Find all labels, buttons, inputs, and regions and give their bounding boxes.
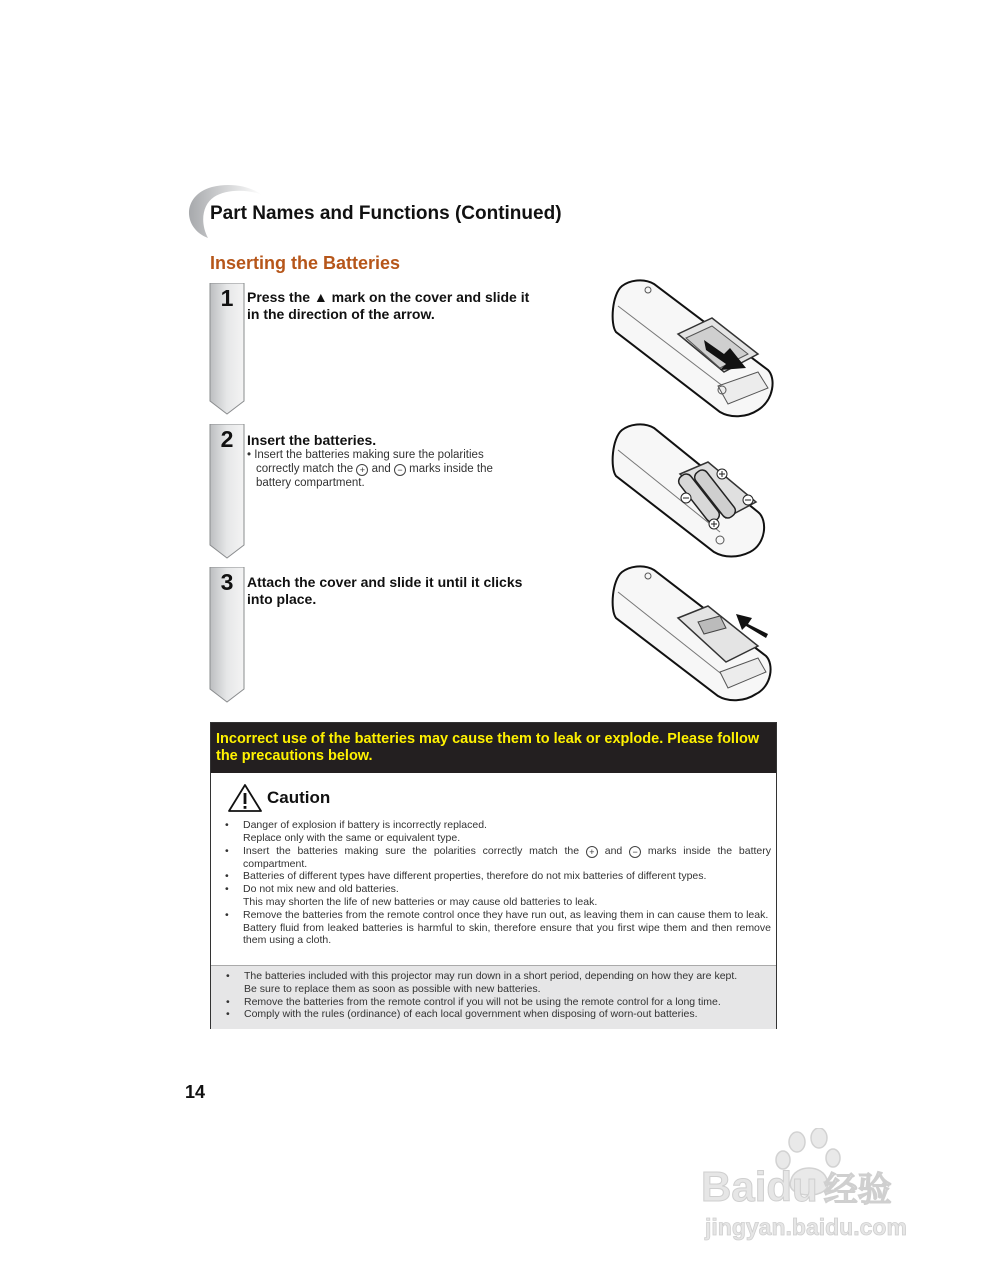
caution-item: • Remove the batteries from the remote control once they have run out, as leaving them in can cause them to leak. Battery fluid from leaked batteries is harmful to skin, therefore ensure that you first wipe them and then remove them using a cloth. (221, 909, 771, 947)
plus-icon: + (586, 846, 598, 858)
caution-item: • Do not mix new and old batteries. This may shorten the life of new batteries or may cause old batteries to leak. (221, 883, 771, 909)
caution-list (221, 819, 771, 947)
step-1-number: 1 (220, 285, 234, 311)
page-title: Part Names and Functions (Continued) (210, 203, 562, 224)
baidu-watermark (695, 1128, 945, 1248)
step-2-note-line-1: • Insert the batteries making sure the polarities (247, 449, 484, 461)
remote-cover-attach-illustration (608, 564, 776, 704)
note-item: • Remove the batteries from the remote control if you will not be using the remote control for a long time. (221, 996, 771, 1009)
warning-triangle-icon (227, 783, 263, 813)
step-2-tab (209, 424, 245, 559)
notes-list (221, 970, 771, 1021)
minus-icon: − (394, 464, 406, 476)
notes-area (211, 965, 776, 1029)
step-1-line-1: Press the ▲ mark on the cover and slide it (247, 289, 530, 305)
section-title: Inserting the Batteries (210, 253, 401, 273)
caution-item: • Danger of explosion if battery is incorrectly replaced. Replace only with the same or equivalent type. (221, 819, 771, 845)
step-3-heading (247, 574, 547, 608)
step-1-line-2: in the direction of the arrow. (247, 306, 435, 322)
warning-banner (211, 723, 776, 773)
note-item: • Comply with the rules (ordinance) of each local government when disposing of worn-out batteries. (221, 1008, 771, 1021)
page-number: 14 (185, 1082, 206, 1102)
plus-icon: + (356, 464, 368, 476)
minus-icon: − (629, 846, 641, 858)
step-2-number: 2 (220, 426, 234, 452)
step-2-heading: Insert the batteries. (247, 432, 377, 448)
step-2-note-line-3: battery compartment. (256, 477, 365, 489)
step-2-note-line-2: correctly match the + and − marks inside the (256, 463, 493, 475)
watermark-brand: Baidu 经验 (701, 1163, 892, 1210)
watermark-url: jingyan.baidu.com (705, 1214, 907, 1240)
caution-box (210, 722, 777, 1029)
step-1-heading (247, 289, 547, 323)
step-3-line-1: Attach the cover and slide it until it clicks (247, 574, 523, 590)
caution-item: • Insert the batteries making sure the polarities correctly match the + and − marks inside the battery compartment. (221, 845, 771, 871)
warning-text: Incorrect use of the batteries may cause them to leak or explode. Please follow the precautions below. (216, 731, 760, 764)
note-item: • The batteries included with this projector may run down in a short period, depending on how they are kept. Be sure to replace them as soon as possible with new batteries. (221, 970, 771, 996)
step-2-note (247, 448, 517, 490)
remote-battery-insertion-illustration (608, 422, 776, 562)
step-1-tab (209, 283, 245, 415)
remote-cover-removal-illustration (608, 278, 776, 418)
step-3-number: 3 (220, 569, 234, 595)
caution-label: Caution (267, 788, 331, 807)
caution-item: • Batteries of different types have different properties, therefore do not mix batteries of different types. (221, 870, 771, 883)
step-3-line-2: into place. (247, 591, 317, 607)
step-3-tab (209, 567, 245, 703)
